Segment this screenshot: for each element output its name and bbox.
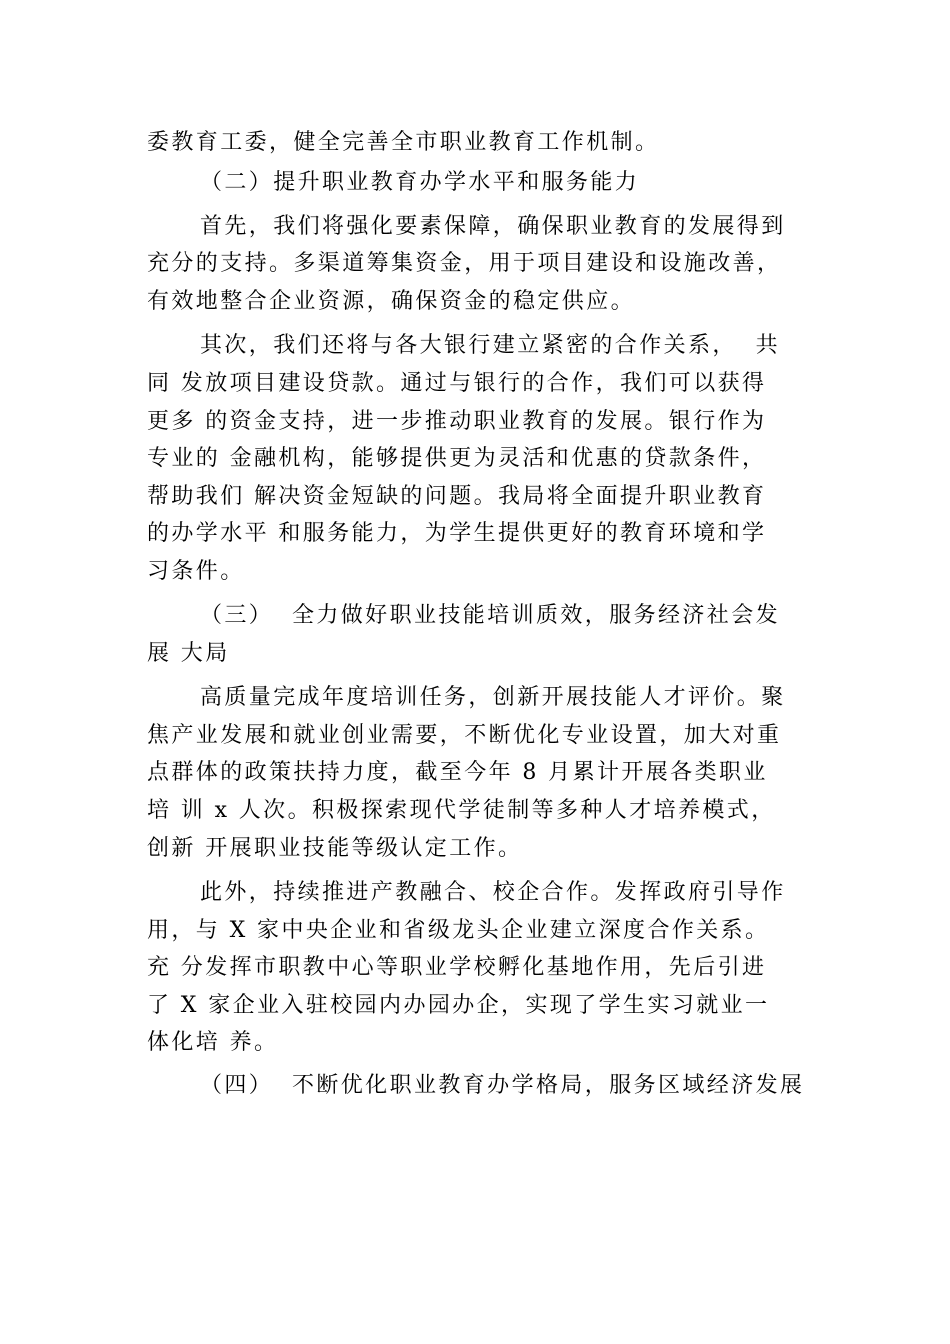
paragraph-line: 同 发放项目建设贷款。通过与银行的合作，我们可以获得 [147,371,767,396]
section-heading: （二）提升职业教育办学水平和服务能力 [200,170,640,195]
paragraph-line: 更多 的资金支持，进一步推动职业教育的发展。银行作为 [147,409,767,434]
paragraph-line: 用，与 X 家中央企业和省级龙头企业建立深度合作关系。 [147,918,770,943]
paragraph-line: 帮助我们 解决资金短缺的问题。我局将全面提升职业教育 [147,484,767,509]
paragraph-line: 委教育工委，健全完善全市职业教育工作机制。 [147,130,660,155]
paragraph-line: 了 X 家企业入驻校园内办园办企，实现了学生实习就业一 [147,993,770,1018]
paragraph-line: 焦产业发展和就业创业需要，不断优化专业设置，加大对重 [147,723,782,748]
paragraph-line: 专业的 金融机构，能够提供更为灵活和优惠的贷款条件， [147,446,767,471]
paragraph-line: 培 训 x 人次。积极探索现代学徒制等多种人才培养模式， [147,798,776,823]
paragraph-line: 的办学水平 和服务能力，为学生提供更好的教育环境和学 [147,521,767,546]
paragraph-line: 其次，我们还将与各大银行建立紧密的合作关系， 共 [200,333,780,358]
paragraph-line: 首先，我们将强化要素保障，确保职业教育的发展得到 [200,214,786,239]
paragraph-line: 点群体的政策扶持力度，截至今年 8 月累计开展各类职业 [147,760,768,785]
paragraph-line: 有效地整合企业资源，确保资金的稳定供应。 [147,289,636,314]
paragraph-line: 创新 开展职业技能等级认定工作。 [147,836,523,861]
paragraph-line: 体化培 养。 [147,1030,279,1055]
paragraph-line: 充分的支持。多渠道筹集资金，用于项目建设和设施改善， [147,251,782,276]
paragraph-line: 充 分发挥市职教中心等职业学校孵化基地作用，先后引进 [147,955,767,980]
paragraph-line: 高质量完成年度培训任务，创新开展技能人才评价。聚 [200,685,786,710]
paragraph-line: 此外，持续推进产教融合、校企合作。发挥政府引导作 [200,880,786,905]
paragraph-line: 习条件。 [147,559,245,584]
section-heading-continued: 展 大局 [147,641,230,666]
section-heading: （四） 不断优化职业教育办学格局，服务区域经济发展 [200,1073,805,1098]
section-heading: （三） 全力做好职业技能培训质效，服务经济社会发 [200,603,780,628]
